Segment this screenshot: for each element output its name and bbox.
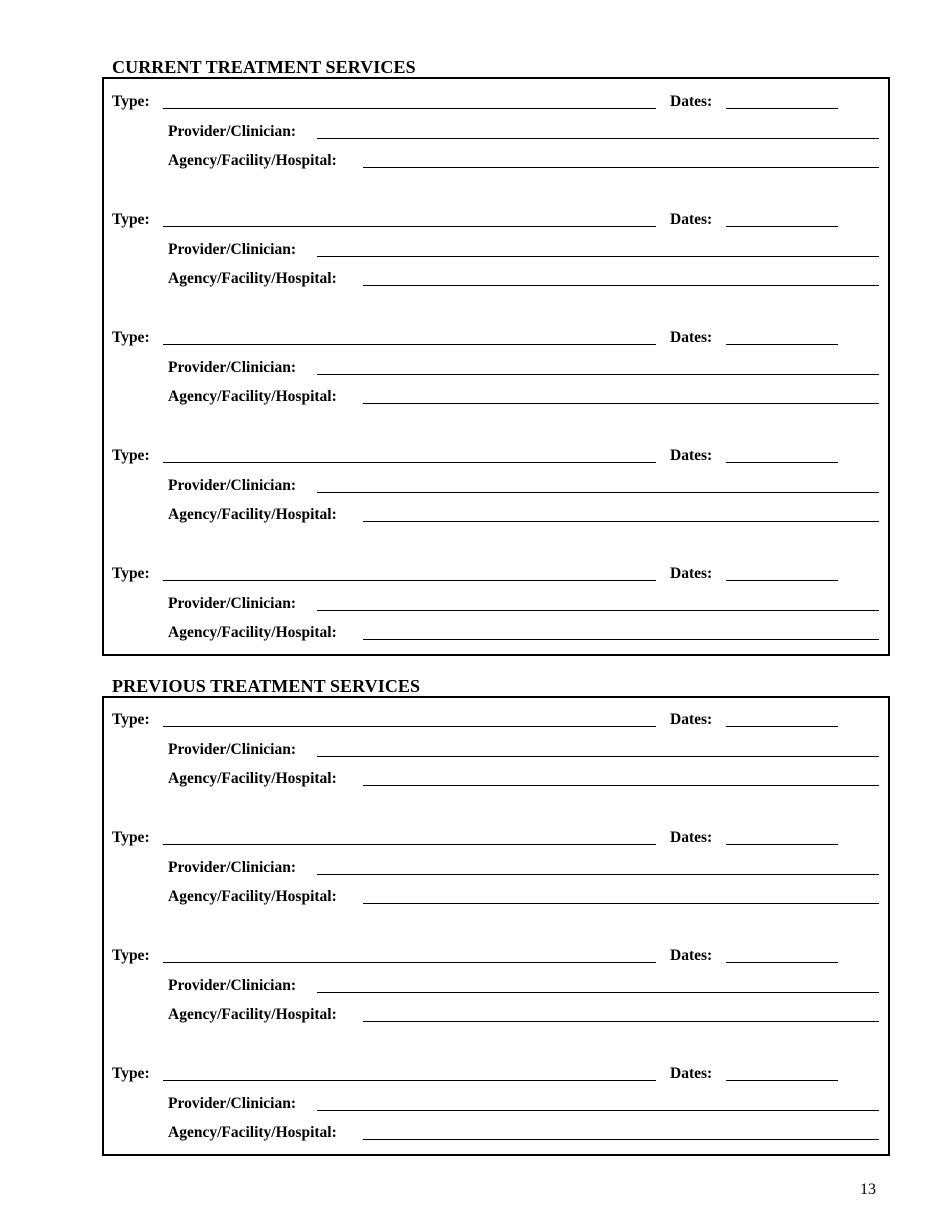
type-field[interactable]: [163, 1080, 656, 1081]
type-field[interactable]: [163, 226, 656, 227]
dates-field[interactable]: [726, 462, 838, 463]
provider-clinician-label: Provider/Clinician:: [168, 977, 297, 994]
type-label: Type:: [112, 1065, 150, 1082]
dates-label: Dates:: [670, 1065, 713, 1082]
dates-field[interactable]: [726, 1080, 838, 1081]
dates-label: Dates:: [670, 947, 713, 964]
provider-clinician-label: Provider/Clinician:: [168, 595, 297, 612]
agency-facility-hospital-label: Agency/Facility/Hospital:: [168, 624, 337, 641]
previous-treatment-services-heading: PREVIOUS TREATMENT SERVICES: [112, 676, 421, 696]
provider-clinician-field[interactable]: [317, 756, 879, 757]
provider-clinician-field[interactable]: [317, 874, 879, 875]
provider-clinician-field[interactable]: [317, 256, 879, 257]
provider-clinician-field[interactable]: [317, 492, 879, 493]
agency-facility-hospital-field[interactable]: [363, 403, 879, 404]
agency-facility-hospital-label: Agency/Facility/Hospital:: [168, 1006, 337, 1023]
agency-facility-hospital-field[interactable]: [363, 1021, 879, 1022]
type-field[interactable]: [163, 844, 656, 845]
agency-facility-hospital-label: Agency/Facility/Hospital:: [168, 1124, 337, 1141]
page-number: 13: [860, 1181, 876, 1198]
type-field[interactable]: [163, 344, 656, 345]
agency-facility-hospital-label: Agency/Facility/Hospital:: [168, 270, 337, 287]
agency-facility-hospital-field[interactable]: [363, 285, 879, 286]
dates-field[interactable]: [726, 108, 838, 109]
agency-facility-hospital-field[interactable]: [363, 167, 879, 168]
provider-clinician-field[interactable]: [317, 374, 879, 375]
agency-facility-hospital-field[interactable]: [363, 1139, 879, 1140]
agency-facility-hospital-field[interactable]: [363, 785, 879, 786]
type-label: Type:: [112, 565, 150, 582]
dates-field[interactable]: [726, 226, 838, 227]
previous-treatment-services-box: [102, 696, 890, 1156]
provider-clinician-label: Provider/Clinician:: [168, 359, 297, 376]
agency-facility-hospital-field[interactable]: [363, 903, 879, 904]
provider-clinician-field[interactable]: [317, 138, 879, 139]
agency-facility-hospital-label: Agency/Facility/Hospital:: [168, 888, 337, 905]
type-label: Type:: [112, 711, 150, 728]
dates-field[interactable]: [726, 962, 838, 963]
dates-field[interactable]: [726, 844, 838, 845]
agency-facility-hospital-label: Agency/Facility/Hospital:: [168, 506, 337, 523]
provider-clinician-field[interactable]: [317, 610, 879, 611]
dates-field[interactable]: [726, 726, 838, 727]
agency-facility-hospital-field[interactable]: [363, 521, 879, 522]
type-field[interactable]: [163, 962, 656, 963]
dates-field[interactable]: [726, 344, 838, 345]
current-treatment-services-heading: CURRENT TREATMENT SERVICES: [112, 57, 416, 77]
type-label: Type:: [112, 211, 150, 228]
type-field[interactable]: [163, 580, 656, 581]
agency-facility-hospital-label: Agency/Facility/Hospital:: [168, 388, 337, 405]
type-field[interactable]: [163, 108, 656, 109]
dates-label: Dates:: [670, 93, 713, 110]
provider-clinician-label: Provider/Clinician:: [168, 477, 297, 494]
dates-label: Dates:: [670, 829, 713, 846]
agency-facility-hospital-label: Agency/Facility/Hospital:: [168, 770, 337, 787]
type-label: Type:: [112, 447, 150, 464]
dates-label: Dates:: [670, 447, 713, 464]
agency-facility-hospital-label: Agency/Facility/Hospital:: [168, 152, 337, 169]
provider-clinician-field[interactable]: [317, 1110, 879, 1111]
type-label: Type:: [112, 329, 150, 346]
dates-field[interactable]: [726, 580, 838, 581]
dates-label: Dates:: [670, 329, 713, 346]
type-field[interactable]: [163, 462, 656, 463]
provider-clinician-label: Provider/Clinician:: [168, 859, 297, 876]
provider-clinician-field[interactable]: [317, 992, 879, 993]
provider-clinician-label: Provider/Clinician:: [168, 741, 297, 758]
agency-facility-hospital-field[interactable]: [363, 639, 879, 640]
type-label: Type:: [112, 829, 150, 846]
provider-clinician-label: Provider/Clinician:: [168, 241, 297, 258]
provider-clinician-label: Provider/Clinician:: [168, 1095, 297, 1112]
dates-label: Dates:: [670, 711, 713, 728]
dates-label: Dates:: [670, 565, 713, 582]
type-label: Type:: [112, 947, 150, 964]
type-field[interactable]: [163, 726, 656, 727]
provider-clinician-label: Provider/Clinician:: [168, 123, 297, 140]
dates-label: Dates:: [670, 211, 713, 228]
type-label: Type:: [112, 93, 150, 110]
